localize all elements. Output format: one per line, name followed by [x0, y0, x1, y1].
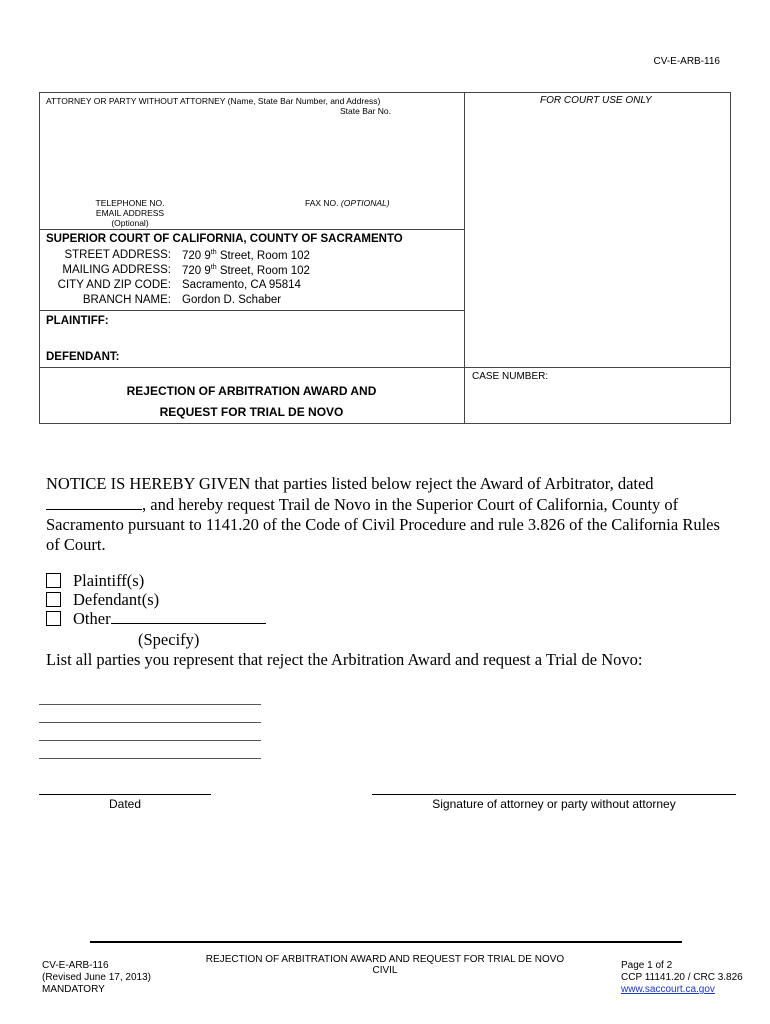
plaintiffs-checkbox[interactable] — [46, 573, 61, 588]
plaintiff-label: PLAINTIFF: — [46, 315, 109, 327]
city-label: CITY AND ZIP CODE: — [57, 279, 171, 291]
specify-label: (Specify) — [138, 630, 200, 649]
footer-center — [190, 954, 580, 976]
checkbox-plaintiffs-row — [46, 571, 346, 591]
signature-label: Signature of attorney or party without attorney — [432, 797, 676, 811]
caption-divider — [464, 92, 465, 424]
fax-label: FAX NO. — [305, 198, 339, 208]
divider-court — [39, 229, 464, 230]
dated-line[interactable] — [39, 794, 211, 795]
defendants-label: Defendant(s) — [73, 590, 160, 609]
party-line-3[interactable] — [39, 740, 261, 741]
divider-case-number — [464, 367, 731, 368]
notice-text-2: , and hereby request Trail de Novo in the Superior Court of California, County of Sacramento pursuant to 1141.20 of the Code of Civil Procedure and rule 3.826 of the California Rules of Court. — [46, 495, 720, 554]
form-code: CV-E-ARB-116 — [653, 56, 720, 67]
footer-title: REJECTION OF ARBITRATION AWARD AND REQUEST FOR TRIAL DE NOVO — [205, 954, 565, 965]
other-specify-blank[interactable] — [111, 609, 266, 624]
footer-rule — [90, 941, 682, 943]
fax-label-group — [305, 198, 390, 208]
notice-text-1: NOTICE IS HEREBY GIVEN that parties listed below reject the Award of Arbitrator, dated — [46, 474, 654, 493]
plaintiffs-label: Plaintiff(s) — [73, 571, 145, 590]
defendants-checkbox[interactable] — [46, 592, 61, 607]
footer-right — [621, 960, 743, 996]
case-number-label: CASE NUMBER: — [472, 371, 549, 382]
footer-form-code: CV-E-ARB-116 — [42, 960, 109, 971]
party-line-2[interactable] — [39, 722, 261, 723]
state-bar-label: State Bar No. — [340, 106, 392, 116]
street-value: 720 9th Street, Room 102 — [182, 249, 310, 262]
checkbox-other-row — [46, 609, 346, 629]
party-line-1[interactable] — [39, 704, 261, 705]
divider-title — [39, 367, 464, 368]
footer-page: Page 1 of 2 — [621, 960, 673, 971]
fax-optional: (OPTIONAL) — [340, 198, 390, 208]
dated-label: Dated — [108, 797, 142, 811]
footer-mandatory: MANDATORY — [42, 984, 105, 995]
other-label-group — [73, 609, 266, 629]
telephone-label: TELEPHONE NO. — [95, 198, 165, 208]
divider-parties — [39, 310, 464, 311]
contact-labels — [80, 198, 180, 228]
footer-website-link[interactable]: www.saccourt.ca.gov — [621, 984, 715, 995]
signature-line[interactable] — [372, 794, 736, 795]
email-label: EMAIL ADDRESS — [95, 208, 165, 218]
footer-category: CIVIL — [372, 965, 398, 976]
footer-left — [42, 960, 151, 996]
branch-value: Gordon D. Schaber — [182, 294, 282, 306]
city-value: Sacramento, CA 95814 — [182, 279, 301, 291]
award-date-blank[interactable] — [46, 494, 142, 510]
title-line-1: REJECTION OF ARBITRATION AWARD AND — [126, 384, 377, 398]
attorney-label: ATTORNEY OR PARTY WITHOUT ATTORNEY (Name, State Bar Number, and Address) — [46, 96, 381, 106]
branch-label: BRANCH NAME: — [82, 294, 171, 306]
mailing-value: 720 9th Street, Room 102 — [182, 264, 310, 277]
email-optional: (Optional) — [111, 218, 149, 228]
title-line-2: REQUEST FOR TRIAL DE NOVO — [159, 405, 344, 419]
notice-paragraph — [46, 474, 736, 555]
footer-citations: CCP 11141.20 / CRC 3.826 — [621, 972, 743, 983]
list-instruction: List all parties you represent that reject the Arbitration Award and request a Trial de Novo: — [46, 650, 643, 669]
mailing-label: MAILING ADDRESS: — [62, 264, 171, 276]
party-line-4[interactable] — [39, 758, 261, 759]
footer-revised: (Revised June 17, 2013) — [42, 972, 151, 983]
document-title — [39, 381, 464, 423]
other-label: Other — [73, 609, 111, 628]
court-use-label: FOR COURT USE ONLY — [540, 95, 652, 106]
court-name: SUPERIOR COURT OF CALIFORNIA, COUNTY OF SACRAMENTO — [46, 233, 403, 245]
checkbox-defendants-row — [46, 590, 346, 610]
other-checkbox[interactable] — [46, 611, 61, 626]
defendant-label: DEFENDANT: — [46, 351, 120, 363]
street-label: STREET ADDRESS: — [64, 249, 171, 261]
